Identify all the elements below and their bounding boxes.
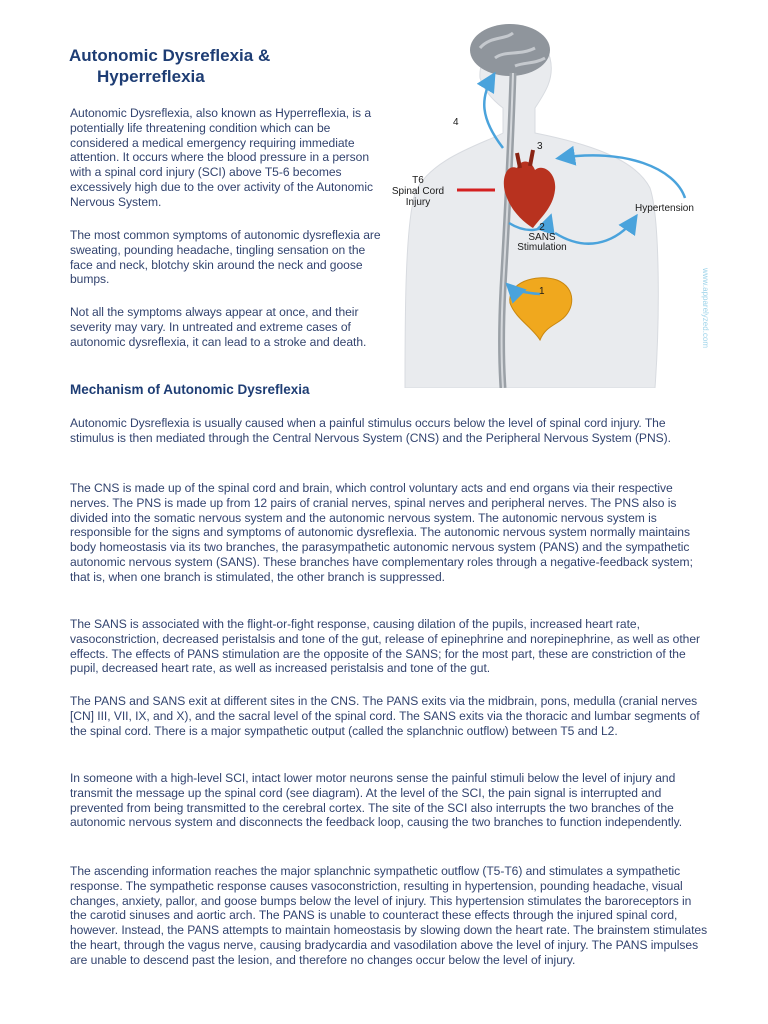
page-title — [69, 45, 369, 87]
sans-label-number: 2 — [539, 222, 545, 233]
intro-paragraph-3: Not all the symptoms always appear at once, and their severity may vary. In untreated and extreme cases of autonomic dysreflexia, it can lead to a stroke and death. — [70, 305, 367, 349]
title-line-2: Hyperreflexia — [97, 67, 205, 86]
autonomic-dysreflexia-diagram — [385, 18, 715, 388]
hypertension-label: Hypertension — [635, 203, 694, 214]
step-number-4: 4 — [453, 117, 459, 128]
step-number-3: 3 — [537, 141, 543, 152]
step-number-1: 1 — [539, 286, 545, 297]
body-paragraph-2: The CNS is made up of the spinal cord and brain, which control voluntary acts and end organs via their respective nerves. The PNS is made up from 12 pairs of cranial nerves, spinal nerves and peripheral nerves. The PNS also is divided into the somatic nervous system and the autonomic nervous system. The autonomic nervous system is responsible for the signs and symptoms of autonomic dysreflexia. The autonomic nervous system normally maintains body homeostasis via its two branches, the parasympathetic autonomic nervous system (PANS) and the sympathetic autonomic nervous system (SANS). These branches have complementary roles through a negative-feedback system; that is, when one branch is stimulated, the other branch is suppressed. — [70, 481, 693, 584]
injury-label-spinal-cord: Spinal Cord — [391, 186, 445, 197]
body-paragraph-6: The ascending information reaches the major splanchnic sympathetic outflow (T5-T6) and stimulates a sympathetic response. The sympathetic response causes vasoconstriction, resulting in hypertension, pounding headache, visual changes, anxiety, pallor, and goose bumps below the level of injury. This hypertension stimulates the baroreceptors in the carotid sinuses and aortic arch. The PANS is unable to counteract these effects through the injured spinal cord, however. Instead, the PANS attempts to maintain homeostasis by slowing down the heart rate. The brainstem stimulates the heart, through the vagus nerve, causing bradycardia and vasodilation above the level of injury. The PANS impulses are unable to descend past the lesion, and therefore no changes occur below the level of injury. — [70, 864, 708, 967]
injury-label-t6: T6 — [412, 175, 424, 186]
sans-label-sans: SANS — [528, 232, 556, 243]
body-paragraph-5: In someone with a high-level SCI, intact lower motor neurons sense the painful stimuli below the level of injury and transmit the message up the spinal cord (see diagram). At the level of the SCI, the pain signal is interrupted and prevented from being transmitted to the cerebral cortex. The site of the SCI also interrupts the two branches of the autonomic nervous system and disconnects the feedback loop, causing the two branches to function independently. — [70, 771, 683, 830]
title-line-1: Autonomic Dysreflexia & — [69, 46, 271, 65]
brain-shape — [470, 24, 550, 76]
diagram-svg — [385, 18, 715, 388]
intro-paragraph-1: Autonomic Dysreflexia, also known as Hyperreflexia, is a potentially life threatening condition which can be considered a medical emergency requiring immediate attention. It occurs where the blood pressure in a person with a spinal cord injury (SCI) above T5-6 becomes excessively high due to the over activity of the Autonomic Nervous System. — [70, 106, 373, 209]
injury-label-injury: Injury — [405, 197, 431, 208]
sans-label-stimulation: Stimulation — [517, 242, 567, 253]
body-paragraph-3: The SANS is associated with the flight-or-fight response, causing dilation of the pupils, increased heart rate, vasoconstriction, decreased peristalsis and tone of the gut, release of epinephrine and norepinephrine, as well as other effects. The effects of PANS stimulation are the opposite of the SANS; for the most part, these are constriction of the pupil, decreased heart rate, as well as increased peristalsis and tone of the gut. — [70, 617, 700, 676]
watermark: www.apparelyzed.com — [701, 268, 710, 349]
section-heading: Mechanism of Autonomic Dysreflexia — [70, 382, 310, 397]
body-paragraph-1: Autonomic Dysreflexia is usually caused when a painful stimulus occurs below the level of spinal cord injury. The stimulus is then mediated through the Central Nervous System (CNS) and the Peripheral Nervous System (PNS). — [70, 416, 671, 445]
body-paragraph-4: The PANS and SANS exit at different sites in the CNS. The PANS exits via the midbrain, pons, medulla (cranial nerves [CN] III, VII, IX, and X), and the sacral level of the spinal cord. The SANS exits via the thoracic and lumbar segments of the spinal cord. There is a major sympathetic output (called the splanchnic outflow) between T5 and L2. — [70, 694, 700, 738]
intro-paragraph-2: The most common symptoms of autonomic dysreflexia are sweating, pounding headache, tingling sensation on the face and neck, blotchy skin around the neck and goose bumps. — [70, 228, 381, 287]
